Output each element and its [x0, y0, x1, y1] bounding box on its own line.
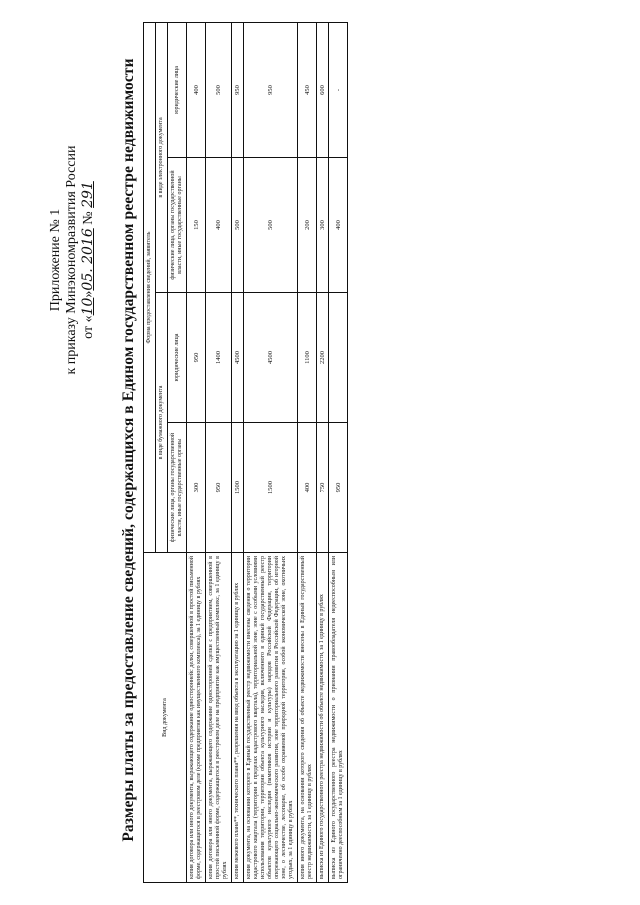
header-paper: в виде бумажного документа: [156, 293, 168, 553]
row-document-type: выписка из Единого государственного реестра недвижимости об объекте недвижимости, за 1 единицу в рублях: [317, 553, 329, 883]
handwritten-order-number: 291: [80, 181, 96, 208]
fee-paper-individuals: 950: [329, 423, 348, 553]
handwritten-month-year: 05. 2016: [80, 228, 96, 291]
row-document-type: выписка из Единого государственного реестра недвижимости о признании правообладателя недееспособным или ограниченно дееспособным за 1 единицу в рублях: [329, 553, 348, 883]
fee-electronic-legal: -: [329, 23, 348, 158]
header-electronic-legal: юридические лица: [168, 23, 187, 158]
fee-paper-legal: 950: [187, 293, 206, 423]
header-electronic: в виде электронного документа: [156, 23, 168, 293]
row-document-type: копия договора или иного документа, выражающего содержание одностороннейс делки, совершенной в простой письменной форме, содержащегося в реестровом деле (кроме предприятия как имущественного комплекса), за 1 единицу в рублях: [187, 553, 206, 883]
fee-electronic-individuals: 150: [187, 158, 206, 293]
appendix-date-line: [80, 95, 97, 425]
fee-electronic-individuals: 400: [329, 158, 348, 293]
fee-electronic-legal: 600: [317, 23, 329, 158]
table-row: [206, 23, 232, 883]
fee-paper-individuals: 1500: [232, 423, 244, 553]
header-document-type: Вид документа: [144, 553, 187, 883]
fee-paper-individuals: 300: [187, 423, 206, 553]
fee-paper-individuals: 1500: [244, 423, 298, 553]
fee-electronic-legal: 400: [187, 23, 206, 158]
fee-electronic-legal: 950: [232, 23, 244, 158]
header-form: Форма предоставления сведений, заявитель: [144, 23, 156, 553]
fee-electronic-legal: 450: [298, 23, 317, 158]
date-mid: »: [81, 290, 96, 298]
header-electronic-individuals: физические лица, органы государственной власти, иные государственные органы: [168, 158, 187, 293]
table-row: [298, 23, 317, 883]
table-row: [329, 23, 348, 883]
appendix-order-reference: к приказу Минэкономразвития России: [64, 145, 79, 375]
fee-paper-individuals: 950: [206, 423, 232, 553]
fee-electronic-individuals: 500: [244, 158, 298, 293]
document-title: Размеры платы за предоставление сведений, содержащихся в Едином государственном реестре недвижимости: [120, 58, 137, 842]
handwritten-day: 10: [80, 297, 96, 316]
fee-paper-legal: 4500: [244, 293, 298, 423]
fee-electronic-individuals: 400: [206, 158, 232, 293]
fee-paper-legal: 2200: [317, 293, 329, 423]
appendix-number: Приложение № 1: [48, 208, 63, 312]
row-document-type: копия договора или иного документа, выражающего содержание односторонней сделки с предприятием, совершенной в простой письменной форме, содержащегося в реестровом деле на предприятие как имущественный комплекс, за 1 единицу в рублях: [206, 553, 232, 883]
table-row: [187, 23, 206, 883]
fee-paper-legal: 1400: [206, 293, 232, 423]
row-document-type: копия иного документа, на основании которого сведения об объекте недвижимости внесены в Единый государственный реестр недвижимости, за 1 единицу в рублях: [298, 553, 317, 883]
header-paper-legal: юридические лица: [168, 293, 187, 423]
fee-paper-individuals: 400: [298, 423, 317, 553]
fee-electronic-individuals: 500: [232, 158, 244, 293]
appendix-header: [48, 95, 97, 425]
row-document-type: копия документа, на основании которого в Единый государственный реестр недвижимости внесены сведения о территории кадастрового квартала (территории в пределах кадастрового квартала), территориальной зоне, зоне с особыми условиями использования территории, территории объекта культурного наследия, включенного в единый государственный реестр объектов культурного наследия (памятников истории и культуры) народов Российской Федерации, территории опережающего социально-экономического развития, зоне территориального развития в Российской Федерации, об игорной зоне, о лесничестве, лесопарке, об особо охраняемой природной территории, особой экономической зоне, охотничьих угодьях, за 1 единицу в рублях: [244, 553, 298, 883]
table-row: [244, 23, 298, 883]
fee-paper-legal: [329, 293, 348, 423]
fee-electronic-legal: 500: [206, 23, 232, 158]
fee-paper-individuals: 750: [317, 423, 329, 553]
fee-paper-legal: 1100: [298, 293, 317, 423]
fee-electronic-individuals: 200: [298, 158, 317, 293]
number-label: №: [81, 211, 96, 225]
fee-electronic-individuals: 300: [317, 158, 329, 293]
table-row: [232, 23, 244, 883]
fee-electronic-legal: 950: [244, 23, 298, 158]
fee-paper-legal: 4500: [232, 293, 244, 423]
header-paper-individuals: физические лица, органы государственной власти, иные государственные органы: [168, 423, 187, 553]
fee-table: [143, 22, 348, 883]
date-prefix: от «: [81, 315, 96, 339]
table-row: [317, 23, 329, 883]
row-document-type: копия межевого плана**, технического плана**, разрешения на ввод объекта в эксплуатацию за 1 единицу в рублях: [232, 553, 244, 883]
